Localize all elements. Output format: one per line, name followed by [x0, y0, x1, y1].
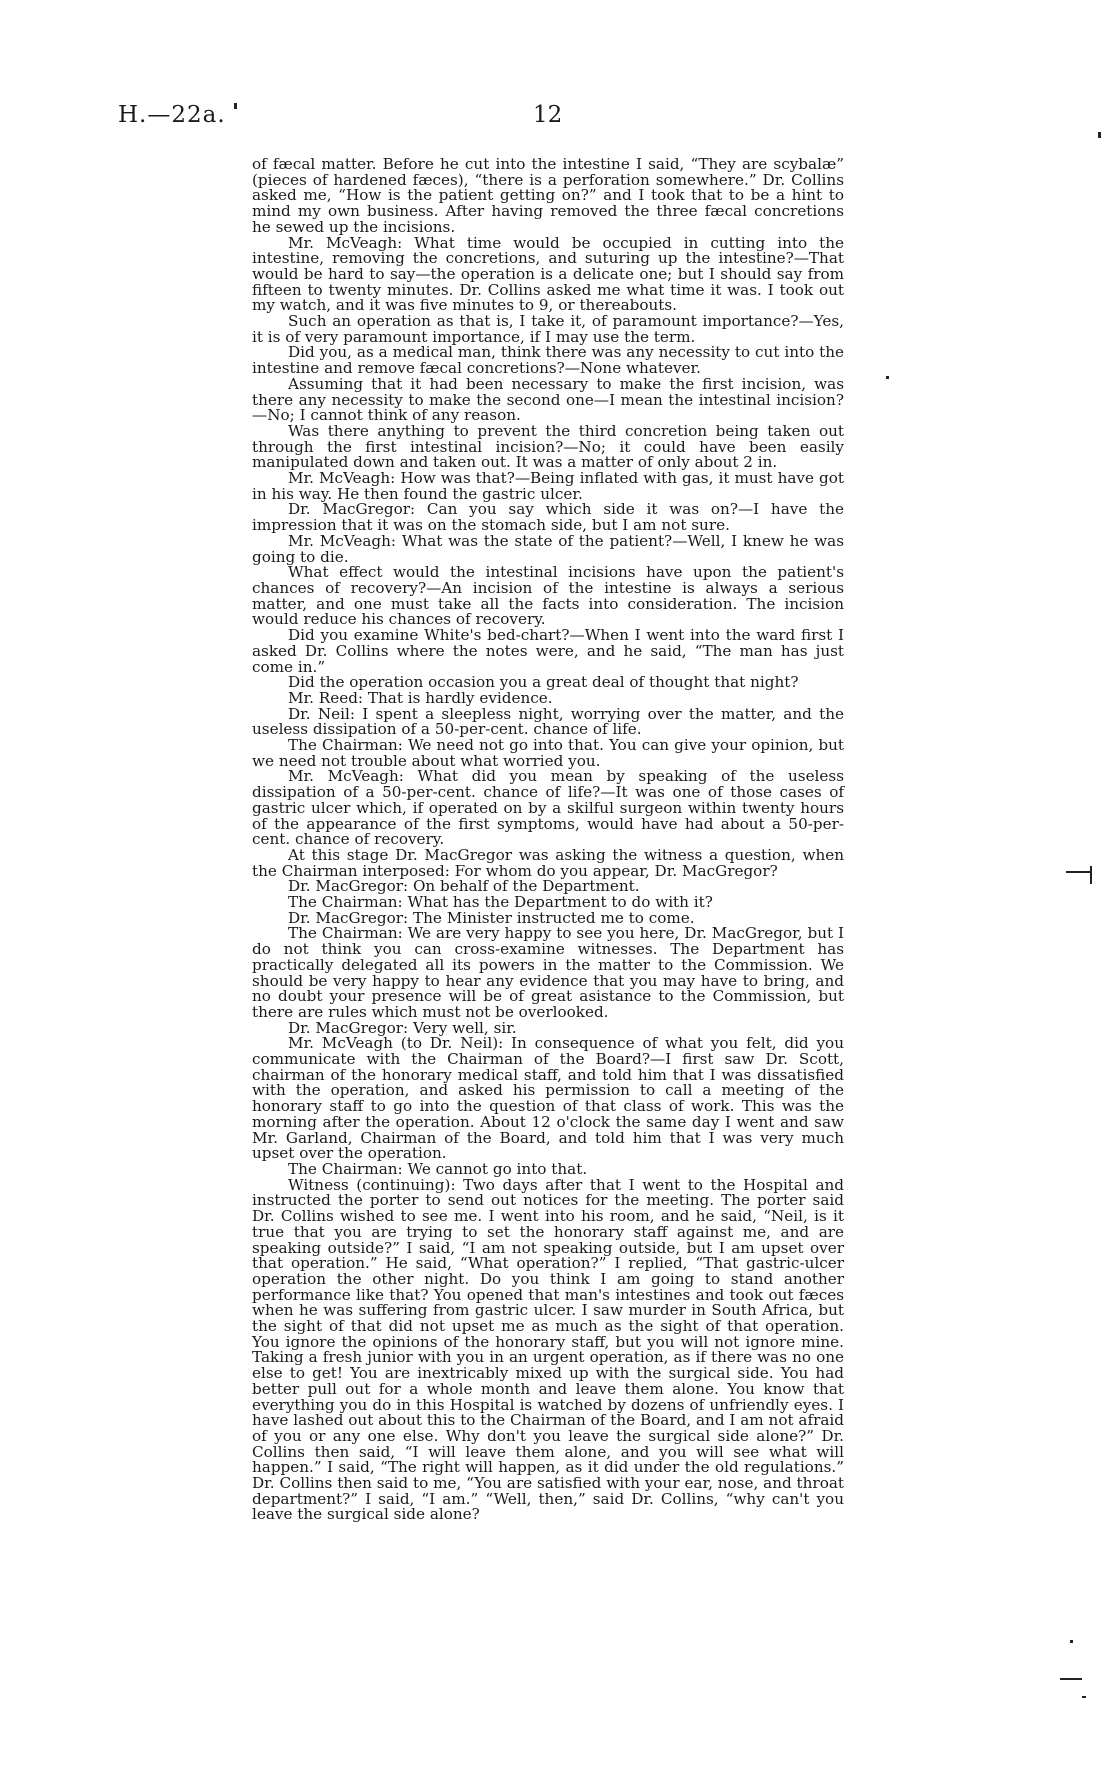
body-text-column	[252, 157, 844, 1523]
scan-speck	[234, 103, 237, 109]
paragraph: Did the operation occasion you a great deal of thought that night?	[288, 673, 799, 692]
paragraph: Mr. McVeagh: What was the state of the patient?—Well, I knew he was going to die.	[252, 531, 844, 566]
paragraph: Mr. Reed: That is hardly evidence.	[288, 688, 553, 707]
scan-speck	[1060, 1678, 1082, 1680]
paragraph: What effect would the intestinal incisions have upon the patient's chances of recovery?—An incision of the intestine is always a serious matter, and one must take all the facts into consideration. The incision would reduce his chances of recovery.	[252, 563, 844, 629]
page-number: 12	[533, 102, 563, 128]
scan-speck	[1098, 132, 1101, 138]
paragraph: The Chairman: We are very happy to see you here, Dr. MacGregor, but I do not think you can cross-examine witnesses. The Department has practically delegated all its powers in the matter to the Commission. We should be very happy to hear any evidence that you may have to bring, and no doubt your presence will be of great asistance to the Commission, but there are rules which must not be overlooked.	[252, 924, 844, 1021]
paragraph: Dr. Neil: I spent a sleepless night, worrying over the matter, and the useless dissipation of a 50-per-cent. chance of life.	[252, 704, 844, 739]
paragraph: Mr. McVeagh (to Dr. Neil): In consequence of what you felt, did you communicate with the Chairman of the Board?—I first saw Dr. Scott, chairman of the honorary medical staff, and told him that I was dissatisfied with the operation, and asked his permission to call a meeting of the honorary staff to go into the question of that class of work. This was the morning after the operation. About 12 o'clock the same day I went and saw Mr. Garland, Chairman of the Board, and told him that I was very much upset over the operation.	[252, 1034, 844, 1163]
scan-speck	[1082, 1696, 1086, 1698]
paragraph: Dr. MacGregor: On behalf of the Department.	[288, 877, 640, 896]
paragraph: Mr. McVeagh: How was that?—Being inflated with gas, it must have got in his way. He then found the gastric ulcer.	[252, 469, 844, 503]
scan-speck	[1066, 871, 1092, 873]
paragraph: Mr. McVeagh: What did you mean by speaking of the useless dissipation of a 50-per-cent. chance of life?—It was one of those cases of gastric ulcer which, if operated on by a skilful surgeon within twenty hours of the appearance of the first symptoms, would have had about a 50-per-cent. chance of recovery.	[252, 767, 844, 849]
paragraph: Assuming that it had been necessary to make the first incision, was there any necessity to make the second one—I mean the intestinal incision?—No; I cannot think of any reason.	[252, 374, 844, 425]
paragraph: Dr. MacGregor: Very well, sir.	[288, 1018, 517, 1037]
page-header-reference: H.—22a.	[118, 102, 226, 128]
scan-speck	[1070, 1640, 1073, 1643]
paragraph: The Chairman: What has the Department to do with it?	[288, 893, 713, 912]
paragraph: Was there anything to prevent the third concretion being taken out through the first intestinal incision?—No; it could have been easily manipulated down and taken out. It was a matter of only about 2 in.	[252, 421, 844, 472]
paragraph: Did you examine White's bed-chart?—When I went into the ward first I asked Dr. Collins where the notes were, and he said, “The man has just come in.”	[252, 626, 844, 676]
paragraph: Dr. MacGregor: The Minister instructed me to come.	[288, 908, 695, 927]
paragraph: Mr. McVeagh: What time would be occupied in cutting into the intestine, removing the concretions, and suturing up the intestine?—That would be hard to say—the operation is a delicate one; but I should say from fifteen to twenty minutes. Dr. Collins asked me what time it was. I took out my watch, and it was five minutes to 9, or thereabouts.	[252, 233, 844, 315]
scan-speck	[1090, 866, 1092, 884]
paragraph: At this stage Dr. MacGregor was asking the witness a question, when the Chairman interposed: For whom do you appear, Dr. MacGregor?	[252, 845, 844, 880]
paragraph: Dr. MacGregor: Can you say which side it was on?—I have the impression that it was on the stomach side, but I am not sure.	[252, 500, 844, 535]
scan-speck	[886, 376, 889, 379]
paragraph: Witness (continuing): Two days after that I went to the Hospital and instructed the porter to send out notices for the meeting. The porter said Dr. Collins wished to see me. I went into his room, and he said, “Neil, is it true that you are trying to set the honorary staff against me, and are speaking outside?” I said, “I am not speaking outside, but I am upset over that operation.” He said, “What operation?” I replied, “That gastric-ulcer operation the other night. Do you think I am going to stand another performance like that? You opened that man's intestines and took out fæces when he was suffering from gastric ulcer. I saw murder in South Africa, but the sight of that did not upset me as much as the sight of that operation. You ignore the opinions of the honorary staff, but you will not ignore mine. Taking a fresh junior with you in an urgent operation, as if there was no one else to get! You are inextricably mixed up with the surgical side. You had better pull out for a whole month and leave them alone. You know that everything you do in this Hospital is watched by dozens of unfriendly eyes. I have lashed out about this to the Chairman of the Board, and I am not afraid of you or any one else. Why don't you leave the surgical side alone?” Dr. Collins then said, “I will leave them alone, and you will see what will happen.” I said, “The right will happen, as it did under the old regulations.” Dr. Collins then said to me, “You are satisfied with your ear, nose, and throat department?” I said, “I am.” “Well, then,” said Dr. Collins, “why can't you leave the surgical side alone?	[252, 1175, 844, 1524]
paragraph: Such an operation as that is, I take it, of paramount importance?—Yes, it is of very paramount importance, if I may use the term.	[252, 312, 844, 346]
paragraph: The Chairman: We need not go into that. You can give your opinion, but we need not trouble about what worried you.	[252, 736, 844, 770]
paragraph: The Chairman: We cannot go into that.	[288, 1160, 588, 1178]
paragraph: Did you, as a medical man, think there was any necessity to cut into the intestine and remove fæcal concretions?—None whatever.	[252, 343, 844, 378]
paragraph: of fæcal matter. Before he cut into the intestine I said, “They are scybalæ” (pieces of hardened fæces), “there is a perforation somewhere.” Dr. Collins asked me, “How is the patient getting on?” and I took that to be a hint to mind my own business. After having removed the three fæcal concretions he sewed up the incisions.	[252, 155, 844, 236]
